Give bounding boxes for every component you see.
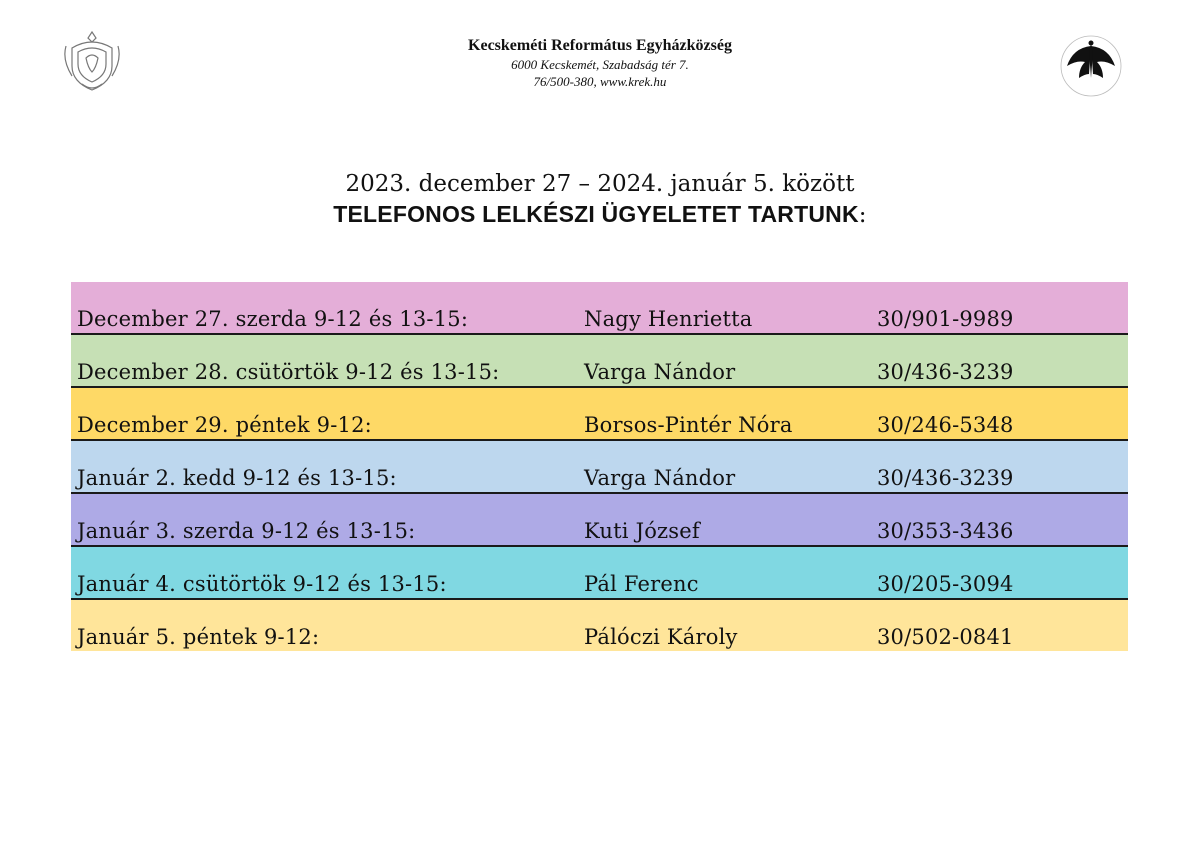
- date-range-heading: 2023. december 27 – 2024. január 5. között: [345, 171, 855, 197]
- schedule-phone: 30/502-0841: [877, 625, 1014, 649]
- coat-of-arms-logo: [62, 28, 122, 94]
- schedule-pastor: Varga Nándor: [584, 466, 736, 490]
- organization-address: 6000 Kecskemét, Szabadság tér 7.: [511, 57, 689, 72]
- schedule-row: [71, 441, 1128, 494]
- schedule-day: December 28. csütörtök 9-12 és 13-15:: [77, 360, 500, 384]
- schedule-pastor: Kuti József: [584, 519, 700, 543]
- schedule-day: Január 3. szerda 9-12 és 13-15:: [77, 519, 416, 543]
- schedule-row: [71, 388, 1128, 441]
- organization-name: Kecskeméti Református Egyházközség: [468, 37, 732, 54]
- schedule-day: Január 2. kedd 9-12 és 13-15:: [77, 466, 397, 490]
- schedule-row: [71, 335, 1128, 388]
- schedule-phone: 30/436-3239: [877, 466, 1014, 490]
- schedule-row: [71, 547, 1128, 600]
- schedule-pastor: Varga Nándor: [584, 360, 736, 384]
- schedule-phone: 30/436-3239: [877, 360, 1014, 384]
- announcement-colon: :: [858, 202, 867, 228]
- announcement-text: TELEFONOS LELKÉSZI ÜGYELETET TARTUNK: [333, 201, 859, 227]
- schedule-pastor: Borsos-Pintér Nóra: [584, 413, 793, 437]
- schedule-phone: 30/353-3436: [877, 519, 1014, 543]
- schedule-pastor: Pálóczi Károly: [584, 625, 738, 649]
- schedule-day: Január 4. csütörtök 9-12 és 13-15:: [77, 572, 447, 596]
- title-block: [0, 170, 1200, 231]
- duty-schedule-table: [71, 282, 1128, 651]
- schedule-phone: 30/901-9989: [877, 307, 1014, 331]
- schedule-row: [71, 282, 1128, 335]
- schedule-phone: 30/246-5348: [877, 413, 1014, 437]
- schedule-day: Január 5. péntek 9-12:: [77, 625, 320, 649]
- schedule-row: [71, 600, 1128, 651]
- schedule-day: December 27. szerda 9-12 és 13-15:: [77, 307, 469, 331]
- schedule-day: December 29. péntek 9-12:: [77, 413, 372, 437]
- organization-contact: 76/500-380, www.krek.hu: [533, 74, 667, 89]
- schedule-phone: 30/205-3094: [877, 572, 1014, 596]
- schedule-pastor: Nagy Henrietta: [584, 307, 753, 331]
- announcement-heading: [0, 198, 1200, 231]
- letterhead: [300, 36, 900, 90]
- schedule-row: [71, 494, 1128, 547]
- church-emblem-logo: [1055, 32, 1127, 100]
- schedule-pastor: Pál Ferenc: [584, 572, 699, 596]
